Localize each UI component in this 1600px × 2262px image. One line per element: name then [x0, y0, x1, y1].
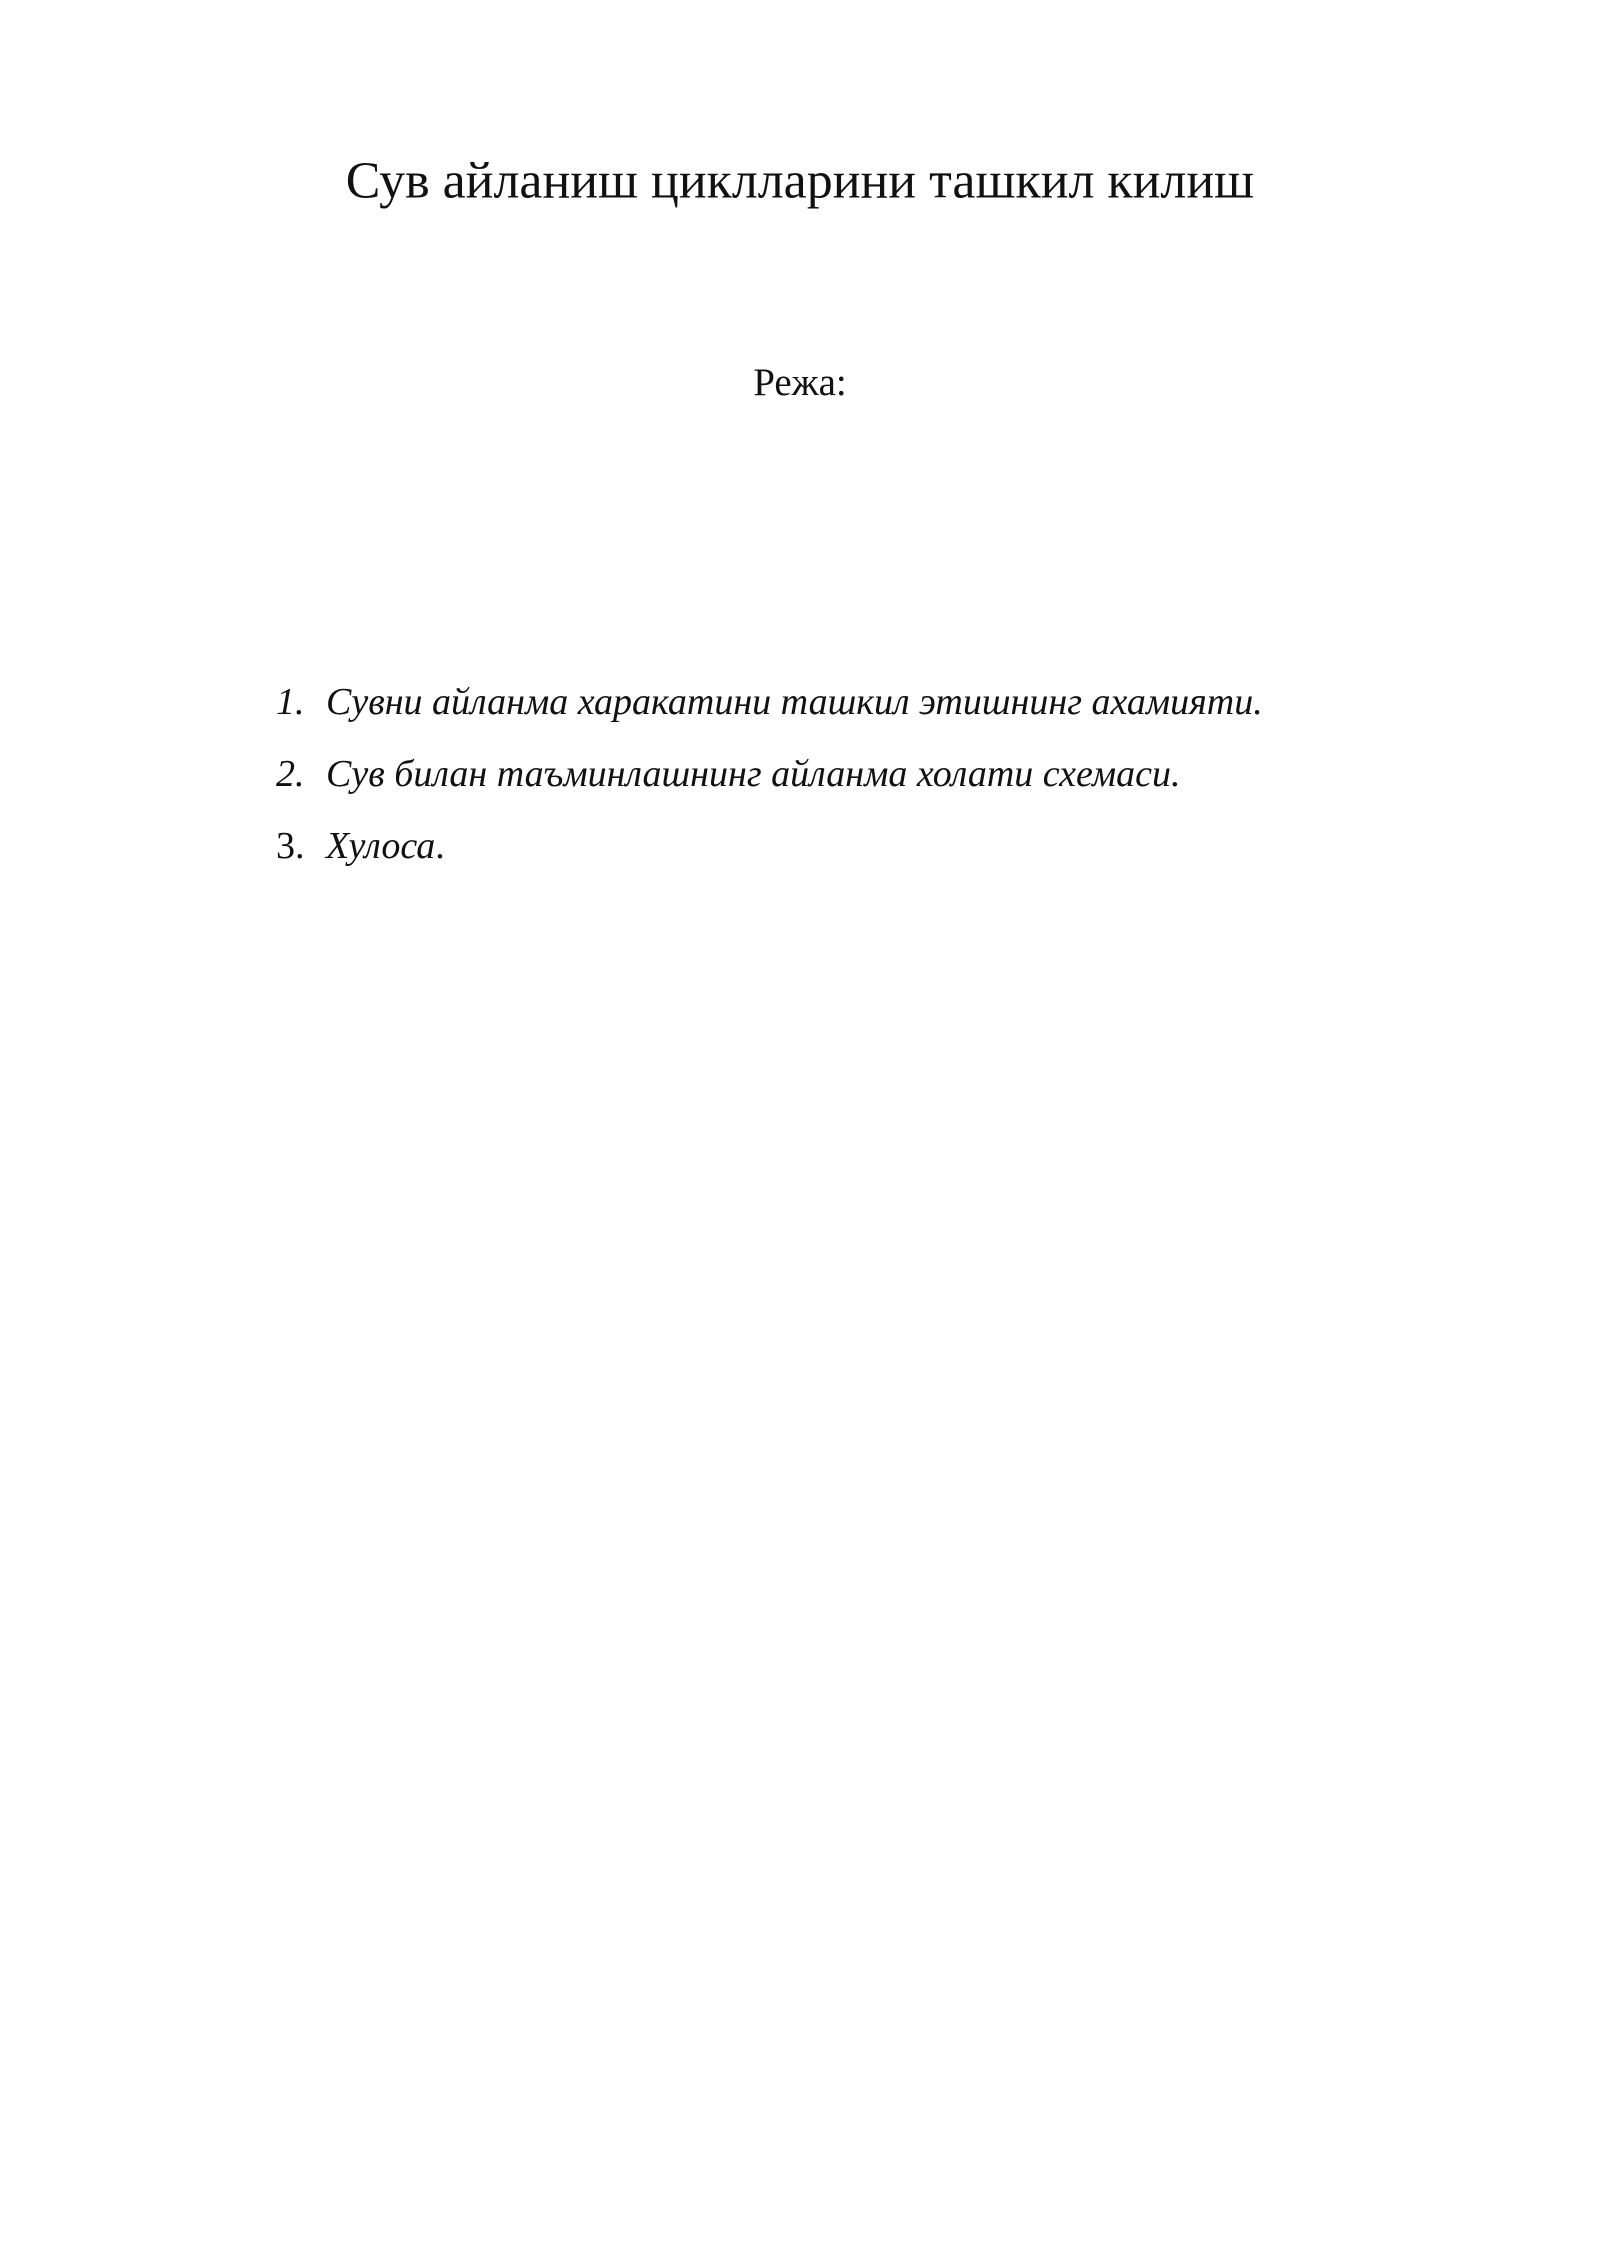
plan-list	[276, 680, 1263, 896]
plan-item	[276, 680, 1263, 752]
plan-item-suffix: .	[435, 825, 445, 867]
plan-item-number: 3.	[276, 825, 305, 867]
plan-item	[276, 824, 1263, 896]
plan-item-text: Хулоса	[326, 825, 436, 867]
plan-item-text: Сувни айланма харакатини ташкил этишнинг ахамияти.	[326, 681, 1263, 723]
document-title: Сув айланиш циклларини ташкил килиш	[345, 151, 1255, 210]
plan-item	[276, 752, 1263, 824]
plan-heading: Режа:	[753, 361, 847, 405]
plan-item-number: 1.	[276, 681, 305, 723]
plan-item-number: 2.	[276, 753, 305, 795]
plan-item-text: Сув билан таъминлашнинг айланма холати схемаси.	[326, 753, 1181, 795]
